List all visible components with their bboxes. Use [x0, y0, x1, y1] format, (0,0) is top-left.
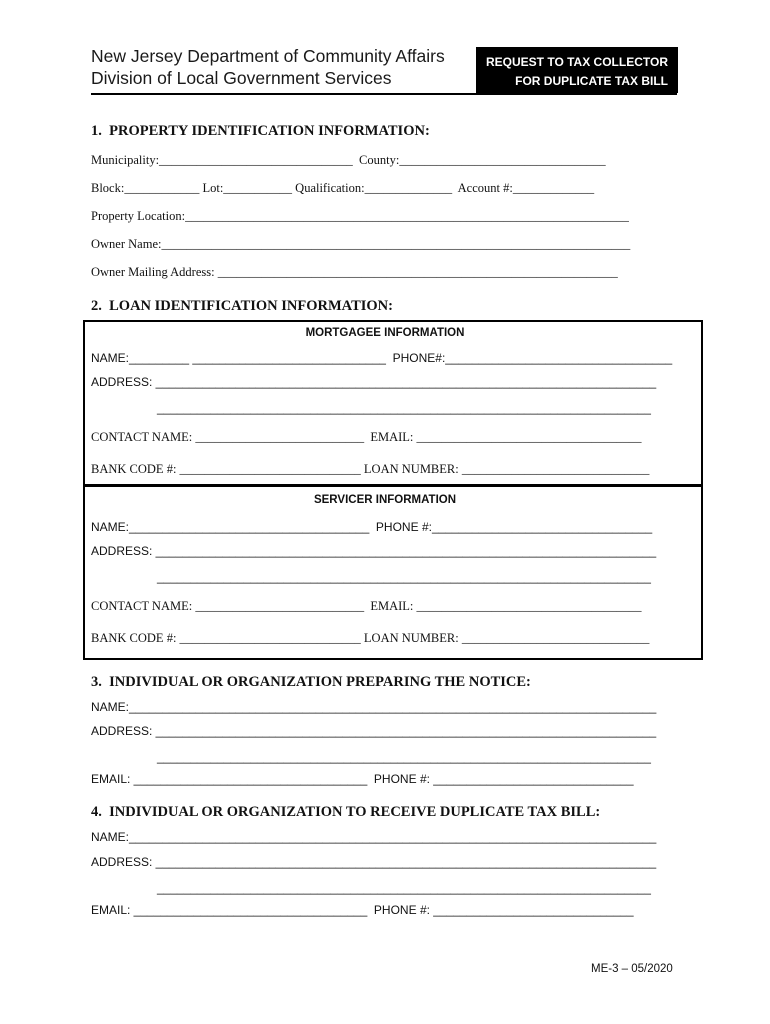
servicer-bank-loan-field[interactable]: BANK CODE #: _____________________________ LOAN NUMBER: ______________________________: [91, 631, 650, 645]
owner-mailing-address-field[interactable]: Owner Mailing Address: ________________________________________________________________: [91, 265, 618, 279]
header-divider: [91, 93, 677, 95]
section2-heading: 2. LOAN IDENTIFICATION INFORMATION:: [91, 298, 393, 314]
owner-name-field[interactable]: Owner Name:___________________________________________________________________________: [91, 237, 631, 251]
section1-heading: 1. PROPERTY IDENTIFICATION INFORMATION:: [91, 123, 430, 139]
section3-heading: 3. INDIVIDUAL OR ORGANIZATION PREPARING THE NOTICE:: [91, 674, 531, 690]
preparer-email-phone-field[interactable]: EMAIL: ___________________________________ PHONE #: ______________________________: [91, 772, 634, 786]
municipality-county-field[interactable]: Municipality:_______________________________ County:_________________________________: [91, 153, 606, 167]
preparer-address-field[interactable]: ADDRESS: ___________________________________________________________________________: [91, 724, 657, 738]
servicer-address-field[interactable]: ADDRESS: ___________________________________________________________________________: [91, 544, 657, 558]
preparer-name-field[interactable]: NAME:_______________________________________________________________________________: [91, 700, 657, 714]
property-location-field[interactable]: Property Location:_______________________________________________________________________: [91, 209, 629, 223]
department-name: New Jersey Department of Community Affairs: [91, 46, 445, 66]
preparer-address-line2-field[interactable]: __________________________________________________________________________: [157, 750, 651, 764]
division-name: Division of Local Government Services: [91, 68, 392, 88]
mortgagee-contact-email-field[interactable]: CONTACT NAME: ___________________________ EMAIL: ____________________________________: [91, 430, 642, 444]
servicer-contact-email-field[interactable]: CONTACT NAME: ___________________________ EMAIL: ____________________________________: [91, 599, 642, 613]
section4-heading: 4. INDIVIDUAL OR ORGANIZATION TO RECEIVE DUPLICATE TAX BILL:: [91, 804, 601, 820]
recipient-address-line2-field[interactable]: __________________________________________________________________________: [157, 881, 651, 895]
servicer-info-title: SERVICER INFORMATION: [313, 494, 457, 506]
servicer-address-line2-field[interactable]: __________________________________________________________________________: [157, 570, 651, 584]
form-code: ME-3 – 05/2020: [591, 963, 673, 975]
form-title-line2: FOR DUPLICATE TAX BILL: [515, 74, 668, 88]
recipient-name-field[interactable]: NAME:_______________________________________________________________________________: [91, 830, 657, 844]
mortgagee-address-field[interactable]: ADDRESS: ___________________________________________________________________________: [91, 375, 657, 389]
mortgagee-name-phone-field[interactable]: NAME:_________ _____________________________ PHONE#:__________________________________: [91, 351, 673, 365]
mortgagee-address-line2-field[interactable]: __________________________________________________________________________: [157, 401, 651, 415]
recipient-email-phone-field[interactable]: EMAIL: ___________________________________ PHONE #: ______________________________: [91, 903, 634, 917]
recipient-address-field[interactable]: ADDRESS: ___________________________________________________________________________: [91, 855, 657, 869]
mortgagee-bank-loan-field[interactable]: BANK CODE #: _____________________________ LOAN NUMBER: ______________________________: [91, 462, 650, 476]
form-title-line1: REQUEST TO TAX COLLECTOR: [485, 55, 668, 69]
form-title-box: [476, 47, 678, 93]
servicer-name-phone-field[interactable]: NAME:____________________________________ PHONE #:_________________________________: [91, 520, 653, 534]
mortgagee-info-title: MORTGAGEE INFORMATION: [305, 327, 465, 339]
block-lot-qualification-account-field[interactable]: Block:____________ Lot:___________ Qualification:______________ Account #:_____________: [91, 181, 595, 195]
